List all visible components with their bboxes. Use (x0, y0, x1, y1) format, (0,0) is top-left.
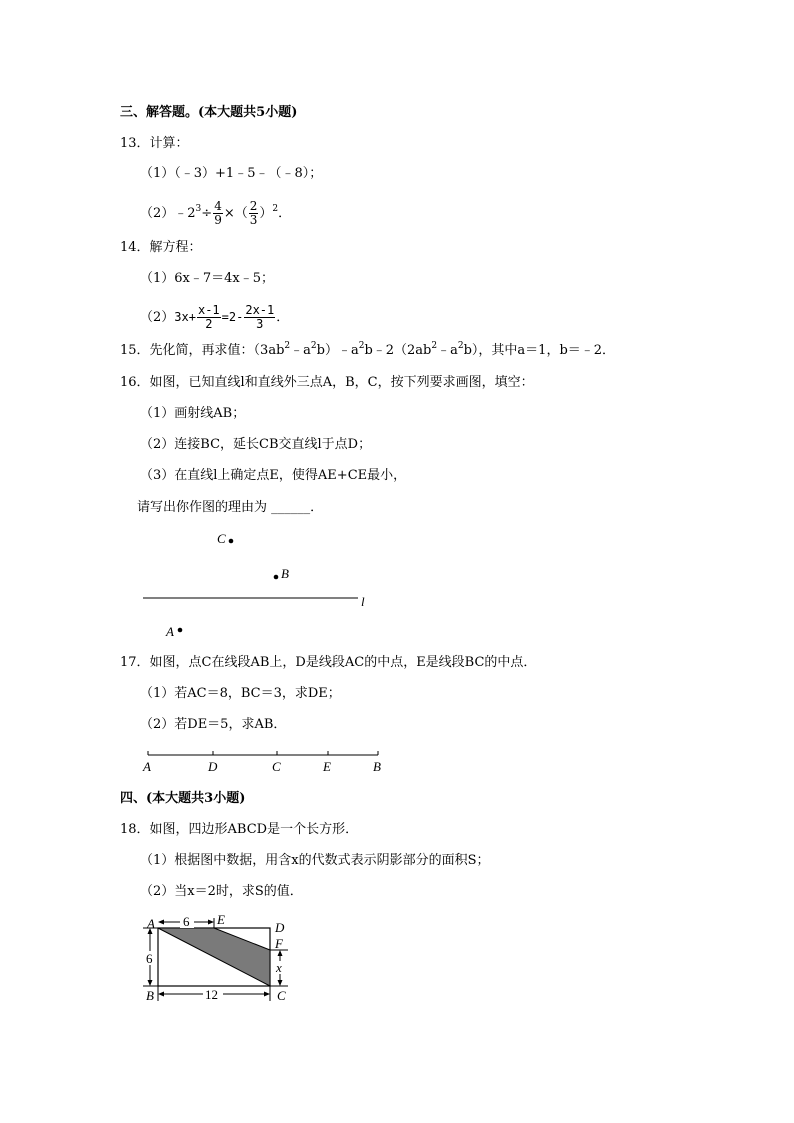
q17-figure (142, 751, 381, 774)
q14-heading: 14．解方程： (120, 240, 202, 255)
q13-p2-times: ×（ (223, 206, 248, 221)
q15-seg-e: ﹣a (437, 343, 458, 358)
q13-part1: （1）（﹣3）+1﹣5﹣（﹣8）； (140, 166, 323, 181)
q15-seg-f: b），其中a＝1，b＝﹣2． (463, 343, 616, 358)
q18-dim-left-value: 6 (146, 951, 153, 966)
q13-p2-prefix: （2）﹣2 (140, 206, 196, 221)
q16-figure (143, 531, 365, 639)
q18-arrow-top-right (208, 920, 214, 925)
q13-p2-divide: ÷ (201, 206, 213, 221)
q18-dim-bottom-value: 12 (205, 987, 218, 1002)
q13-p2-exponent-2: 2 (272, 204, 279, 214)
q13-p2-end: ． (278, 206, 292, 221)
q14-frac1-num: x-1 (197, 303, 220, 317)
q18-arrow-bottom-left (158, 992, 164, 997)
q17-heading: 17．如图，点C在线段AB上，D是线段AC的中点，E是线段BC的中点． (120, 655, 537, 670)
q16-label-l: l (361, 594, 365, 609)
section-4-title: 四、(本大题共3小题) (120, 791, 246, 806)
q18-part1: （1）根据图中数据，用含x的代数式表示阴影部分的面积S； (140, 853, 490, 868)
q18-arrow-bottom-right (264, 992, 270, 997)
q18-label-C: C (277, 988, 286, 1003)
q14-p2-prefix: （2） (140, 310, 175, 325)
q14-frac2-num: 2x-1 (245, 303, 275, 317)
section-3-title: 三、解答题。(本大题共5小题) (120, 105, 298, 120)
q16-label-C: C (217, 531, 226, 546)
q18-arrow-top-left (158, 920, 164, 925)
q17-part2: （2）若DE＝5，求AB． (140, 717, 287, 732)
q16-reason: 请写出你作图的理由为 ______． (137, 500, 324, 515)
q17-part1: （1）若AC＝8，BC＝3，求DE； (140, 686, 341, 701)
q17-label-E: E (323, 759, 331, 774)
q16-part1: （1）画射线AB； (140, 406, 246, 421)
q15-seg-a: 15．先化简，再求值：（3ab (120, 343, 285, 358)
q18-figure (143, 912, 288, 1003)
q14-p2-end: ． (276, 310, 290, 325)
q13-frac1-num: 4 (214, 199, 222, 213)
q14-frac2-den: 3 (256, 317, 264, 331)
q15-seg-b: ﹣a (290, 343, 311, 358)
q17-label-B: B (373, 759, 381, 774)
q18-shaded-region (158, 928, 270, 986)
q16-part2: （2）连接BC，延长CB交直线l于点D； (140, 437, 372, 452)
q17-label-A: A (143, 759, 151, 774)
q14-p2-lhs: 3x+ (174, 310, 196, 324)
q14-part1: （1）6x﹣7＝4x﹣5； (140, 271, 275, 286)
q13-p2-close: ） (259, 206, 273, 221)
q16-point-B (274, 575, 279, 580)
q16-label-A: A (166, 624, 174, 639)
q17-label-C: C (272, 759, 281, 774)
q16-part3: （3）在直线l上确定点E，使得AE+CE最小， (140, 468, 407, 483)
q13-heading: 13．计算： (120, 136, 189, 151)
q18-label-A: A (147, 916, 155, 931)
q16-heading: 16．如图，已知直线l和直线外三点A，B，C，按下列要求画图，填空： (120, 375, 534, 390)
q18-label-F: F (275, 936, 283, 951)
q18-label-D: D (275, 920, 285, 935)
q18-dim-right-value: x (276, 960, 282, 975)
q15-exp-2: 2 (310, 341, 317, 351)
q15-exp-1: 2 (284, 341, 291, 351)
q13-frac1-den: 9 (214, 213, 222, 227)
q15-exp-4: 2 (431, 341, 438, 351)
q18-heading: 18．如图，四边形ABCD是一个长方形． (120, 822, 359, 837)
q18-part2: （2）当x＝2时，求S的值． (140, 884, 303, 899)
q16-label-B: B (281, 566, 289, 581)
q16-point-C (229, 539, 234, 544)
q13-frac2-den: 3 (249, 213, 258, 227)
q14-p2-rhs: =2- (221, 310, 244, 324)
q18-arrow-right-bottom (278, 980, 283, 986)
q17-label-D: D (208, 759, 218, 774)
q18-arrow-left-bottom (148, 980, 153, 986)
q16-point-A (178, 628, 183, 633)
q18-label-B: B (146, 988, 154, 1003)
q18-dim-top-value: 6 (183, 914, 190, 929)
q13-p2-exponent: 3 (195, 204, 202, 214)
q14-frac1-den: 2 (205, 317, 213, 331)
q15-seg-c: b）﹣a (316, 343, 359, 358)
q18-label-E: E (217, 912, 225, 927)
q13-frac2-num: 2 (249, 199, 258, 213)
q15-exp-5: 2 (457, 341, 464, 351)
q15-exp-3: 2 (358, 341, 365, 351)
q15-seg-d: b﹣2（2ab (364, 343, 432, 358)
